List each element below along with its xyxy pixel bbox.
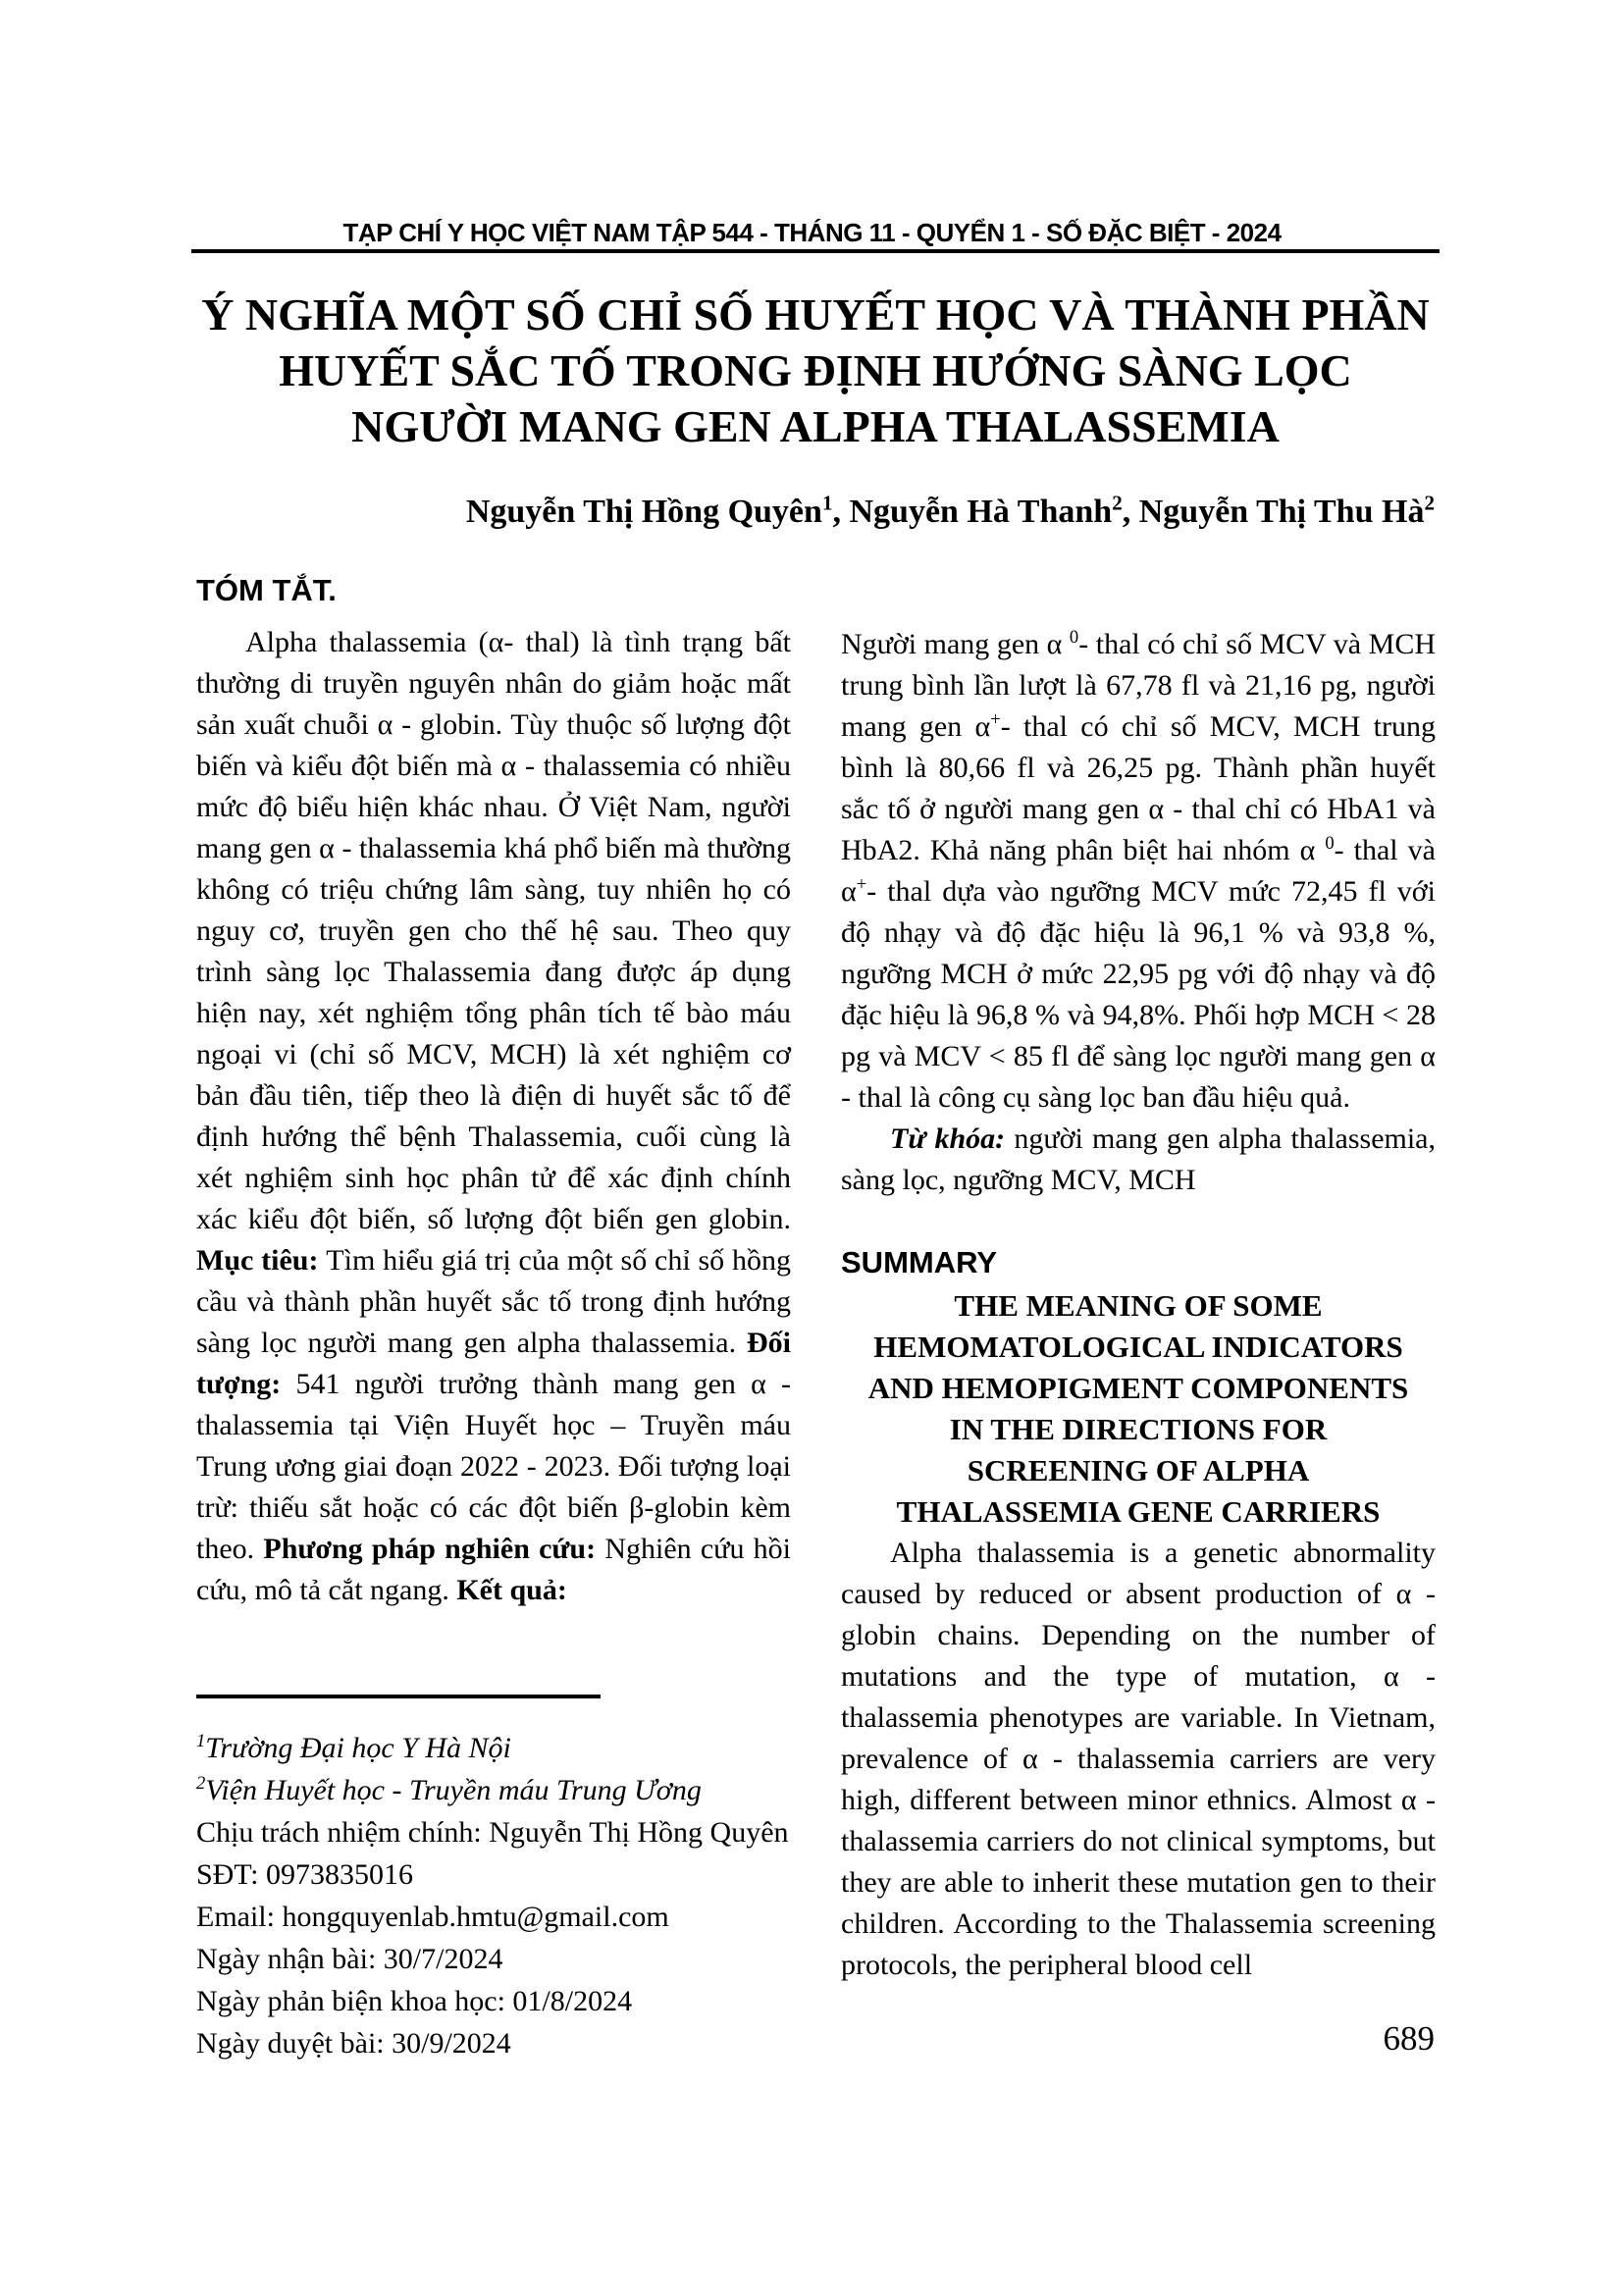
text-line — [196, 1769, 791, 1811]
text-segment: Nghiên cứu hồi cứu, mô tả cắt ngang. — [196, 1533, 791, 1606]
footnotes-block — [196, 1727, 791, 2064]
text-line: NGƯỜI MANG GEN ALPHA THALASSEMIA — [351, 401, 1280, 451]
text-line — [196, 1853, 791, 1896]
footnote-rule — [196, 1695, 601, 1698]
authors-line — [196, 493, 1435, 532]
text-segment: Kết quả: — [456, 1574, 567, 1606]
text-line — [196, 2022, 791, 2064]
text-segment: Ngày phản biện khoa học: 01/8/2024 — [196, 1985, 633, 2017]
text-segment: Chịu trách nhiệm chính: Nguyễn Thị Hồng Quyên — [196, 1816, 789, 1849]
text-line — [196, 1938, 791, 1980]
text-segment: - thal dựa vào ngưỡng MCV mức 72,45 fl với độ nhạy và độ đặc hiệu là 96,1 % và 93,8 %, ngưỡng MCH ở mức 22,95 pg với độ nhạy và độ đặc hiệu là 96,8 % và 94,8%. Phối hợp MCH < 28 pg và MCV < 85 fl để sàng lọc người mang gen α - thal là công cụ sàng lọc ban đầu hiệu quả. — [841, 875, 1436, 1114]
text-segment: Trường Đại học Y Hà Nội — [205, 1732, 511, 1764]
superscript: 1 — [196, 1731, 206, 1751]
text-segment: Alpha thalassemia (α- thal) là tình trạng bất thường di truyền nguyên nhân do giảm hoặc mất sản xuất chuỗi α - globin. Tùy thuộc số lượng đột biến và kiểu đột biến mà α - thalassemia có nhiều mức độ biểu hiện khác nhau. Ở Việt Nam, người mang gen α - thalassemia khá phổ biến mà thường không có triệu chứng lâm sàng, tuy nhiên họ có nguy cơ, truyền gen cho thế hệ sau. Theo quy trình sàng lọc Thalassemia đang được áp dụng hiện nay, xét nghiệm tổng phân tích tế bào máu ngoại vi (chỉ số MCV, MCH) là xét nghiệm cơ bản đầu tiên, tiếp theo là điện di huyết sắc tố để định hướng thể bệnh Thalassemia, cuối cùng là xét nghiệm sinh học phân tử để xác định chính xác kiểu đột biến, số lượng đột biến gen globin. — [196, 626, 791, 1235]
text-line — [196, 1896, 791, 1938]
text-line: HUYẾT SẮC TỐ TRONG ĐỊNH HƯỚNG SÀNG LỌC — [279, 345, 1352, 395]
text-segment: , Nguyễn Hà Thanh — [832, 494, 1113, 530]
text-segment: 541 người trưởng thành mang gen α - thalassemia tại Viện Huyết học – Truyền máu Trung ương giai đoạn 2022 - 2023. Đối tượng loại trừ: thiếu sắt hoặc có các đột biến β-globin kèm theo. — [196, 1368, 791, 1565]
text-segment: Alpha thalassemia is a genetic abnormality caused by reduced or absent production of α - globin chains. Depending on the number of mutations and the type of mutation, α - thalassemia phenotypes are variable. In Vietnam, prevalence of α - thalassemia carriers are very high, different between minor ethnics. Almost α - thalassemia carriers do not clinical symptoms, but they are able to inherit these mutation gen to their children. According to the Thalassemia screening protocols, the peripheral blood cell — [841, 1537, 1436, 1981]
keywords-paragraph — [841, 1119, 1436, 1201]
text-segment: Viện Huyết học - Truyền máu Trung Ương — [205, 1774, 702, 1806]
superscript: 2 — [1424, 491, 1435, 515]
text-segment: người mang gen alpha thalassemia, sàng lọc, ngưỡng MCV, MCH — [841, 1122, 1436, 1196]
text-line: IN THE DIRECTIONS FOR — [949, 1412, 1328, 1446]
text-segment: Người mang gen α — [841, 628, 1070, 660]
text-segment: Đối tượng: — [196, 1327, 791, 1400]
summary-paragraph — [841, 1533, 1436, 1986]
text-segment: , Nguyễn Thị Thu Hà — [1122, 494, 1425, 530]
text-line: THALASSEMIA GENE CARRIERS — [896, 1494, 1381, 1529]
text-segment: Email: hongquyenlab.hmtu@gmail.com — [196, 1901, 669, 1933]
text-segment: Từ khóa: — [890, 1122, 1015, 1155]
text-line: HEMOMATOLOGICAL INDICATORS — [873, 1330, 1403, 1364]
header-rule — [191, 249, 1440, 253]
superscript: 0 — [1325, 833, 1335, 854]
text-line: SCREENING OF ALPHA — [967, 1453, 1310, 1487]
abstract-paragraph — [196, 622, 791, 1611]
abstract-heading: TÓM TẮT. — [196, 573, 337, 607]
text-line: THE MEANING OF SOME — [954, 1288, 1323, 1323]
text-line — [196, 1980, 791, 2022]
left-column — [196, 572, 791, 1611]
text-segment: - thal và α — [841, 834, 1436, 908]
text-segment: Ngày nhận bài: 30/7/2024 — [196, 1943, 503, 1975]
text-segment: Ngày duyệt bài: 30/9/2024 — [196, 2027, 511, 2060]
summary-title — [841, 1285, 1436, 1533]
superscript: + — [856, 874, 867, 895]
text-segment: - thal có chỉ số MCV và MCH trung bình lần lượt là 67,78 fl và 21,16 pg, người mang gen α — [841, 628, 1436, 743]
text-segment: Tìm hiểu giá trị của một số chỉ số hồng cầu và thành phần huyết sắc tố trong định hướng sàng lọc người mang gen alpha thalassemia. — [196, 1244, 791, 1359]
superscript: + — [990, 709, 1001, 730]
text-segment: Nguyễn Thị Hồng Quyên — [465, 494, 822, 530]
text-line — [196, 1811, 791, 1853]
superscript: 2 — [1112, 491, 1123, 515]
summary-heading: SUMMARY — [841, 1245, 998, 1279]
superscript: 0 — [1069, 627, 1079, 648]
text-line — [196, 1727, 791, 1769]
article-title — [196, 287, 1435, 454]
text-segment: Phương pháp nghiên cứu: — [263, 1533, 605, 1565]
journal-header: TẠP CHÍ Y HỌC VIỆT NAM TẬP 544 - THÁNG 11 - QUYỂN 1 - SỐ ĐẶC BIỆT - 2024 — [342, 218, 1282, 247]
right-column — [841, 624, 1436, 1986]
text-line: Ý NGHĨA MỘT SỐ CHỈ SỐ HUYẾT HỌC VÀ THÀNH PHẦN — [201, 289, 1430, 339]
results-continued-paragraph — [841, 624, 1436, 1119]
text-line: AND HEMOPIGMENT COMPONENTS — [867, 1371, 1409, 1405]
superscript: 2 — [196, 1773, 206, 1794]
page-number: 689 — [1383, 2019, 1435, 2058]
text-segment: SĐT: 0973835016 — [196, 1858, 414, 1891]
superscript: 1 — [821, 491, 833, 515]
text-segment: Mục tiêu: — [196, 1244, 327, 1277]
text-segment: - thal có chỉ số MCV, MCH trung bình là 80,66 fl và 26,25 pg. Thành phần huyết sắc tố ở người mang gen α - thal chỉ có HbA1 và HbA2. Khả năng phân biệt hai nhóm α — [841, 710, 1436, 866]
